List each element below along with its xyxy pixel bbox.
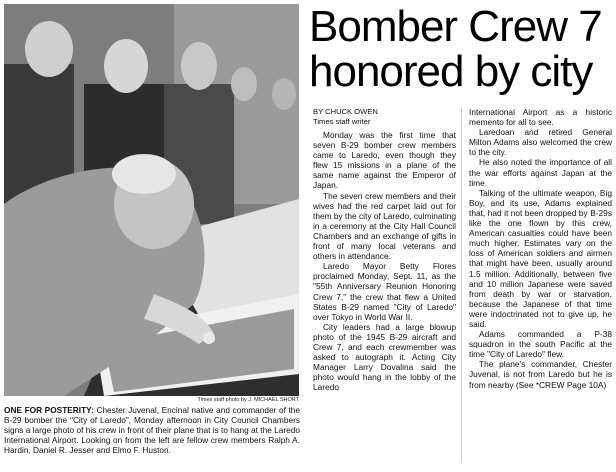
photo-credit: Times staff photo by J. MICHAEL SHORT [197, 397, 299, 403]
caption-kicker: ONE FOR POSTERITY: [4, 405, 94, 415]
article-column-1 [313, 130, 456, 392]
byline-author: BY CHUCK OWEN [313, 107, 378, 116]
byline [313, 107, 456, 126]
paragraph: The plane's commander, Chester Juvenal, is not from Laredo but he is from nearby (See *CREW Page 10A) [469, 359, 612, 390]
paragraph: He also noted the importance of all the war efforts against Japan at the time. [469, 157, 612, 188]
paragraph: The seven crew members and their wives had the red carpet laid out for them by the city of Laredo, culminating in a ceremony at the City Hall Council Chambers and an exchange of gifts in front of many local veterans and others in attendance. [313, 190, 456, 262]
paragraph: International Airport as a historic memento for all to see. [469, 107, 612, 128]
photo-caption [4, 405, 300, 455]
paragraph: Laredo Mayor Betty Flores proclaimed Monday, Sept. 11, as the "55th Anniversary Reunion Honoring Crew 7," the crew that flew a United States B-29 named "City of Laredo" over Tokyo in World War II. [313, 261, 456, 322]
headline-line-1: Bomber Crew 7 [309, 2, 602, 51]
byline-role: Times staff writer [313, 116, 371, 126]
news-photo [4, 4, 299, 396]
headline [309, 4, 613, 94]
caption-text: Chester Juvenal, Encinal native and commander of the B-29 bomber the "City of Laredo", Monday afternoon in City Council Chambers signs a large photo of his crew in front of their plane that is to hang at the Laredo International Airport. Looking on from the left are fellow crew members Ralph A. Hardin, Daniel R. Jesser and Elmo F. Huston. [4, 405, 300, 455]
headline-line-2: honored by city [309, 47, 593, 96]
paragraph: Talking of the ultimate weapon, Big Boy, and its use, Adams explained that, had it not been dropped by B-29s like the one flown by this crew, American casualties could have been much higher. Estimates vary on the loss of American soldiers and airmen that might have been, usually around 1.5 million. Additionally, between five and 10 million Japanese were saved from death by war or starvation, because the Japanese of that time were indoctrinated not to give up, he said. [469, 187, 612, 329]
paragraph: City leaders had a large blowup photo of the 1945 B-29 aircraft and Crew 7, and each crewmember was asked to autograph it. Acting City Manager Larry Dovalina said the photo would hang in the lobby of the Laredo [313, 321, 456, 393]
column-divider [461, 108, 462, 463]
paragraph: Laredoan and retired General Milton Adams also welcomed the crew to the city. [469, 127, 612, 158]
photo-illustration [4, 4, 299, 396]
paragraph: Monday was the first time that seven B-29 bomber crew members came to Laredo, even though they flew 15 missions in a plane of the same name against the Emperor of Japan. [313, 130, 456, 191]
paragraph: Adams commanded a P-38 squadron in the south Pacific at the time "City of Laredo" flew. [469, 329, 612, 360]
article-column-2 [469, 107, 612, 390]
